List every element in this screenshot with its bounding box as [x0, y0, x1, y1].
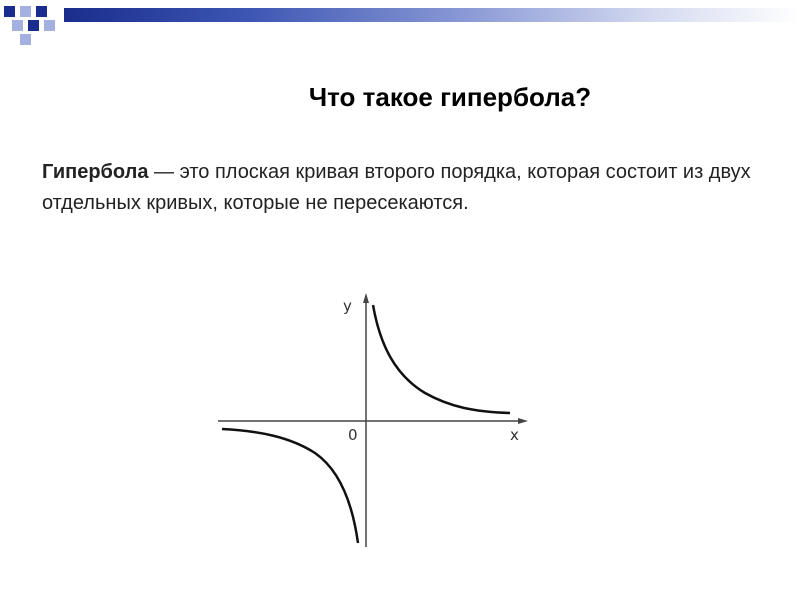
- header-gradient-bar: [64, 8, 800, 22]
- decor-square: [12, 20, 23, 31]
- decor-square: [28, 20, 39, 31]
- decorative-squares: [0, 0, 70, 60]
- x-axis-label: x: [510, 426, 519, 444]
- decor-square: [20, 6, 31, 17]
- slide-title: Что такое гипербола?: [308, 82, 592, 112]
- y-axis-label: y: [343, 297, 352, 315]
- decor-square: [44, 20, 55, 31]
- y-axis-arrow: [363, 293, 369, 303]
- definition-paragraph: [42, 157, 762, 219]
- decor-square: [20, 34, 31, 45]
- hyperbola-graph: [210, 285, 540, 555]
- definition-text: — это плоская кривая второго порядка, которая состоит из двух отдельных кривых, которые не пересекаются.: [42, 161, 751, 214]
- definition-term: Гипербола: [42, 161, 149, 183]
- hyperbola-branch-upper-right: [373, 305, 510, 413]
- decor-square: [4, 6, 15, 17]
- hyperbola-branch-lower-left: [222, 429, 358, 543]
- origin-label: 0: [348, 426, 358, 444]
- decor-square: [36, 6, 47, 17]
- x-axis-arrow: [518, 418, 528, 424]
